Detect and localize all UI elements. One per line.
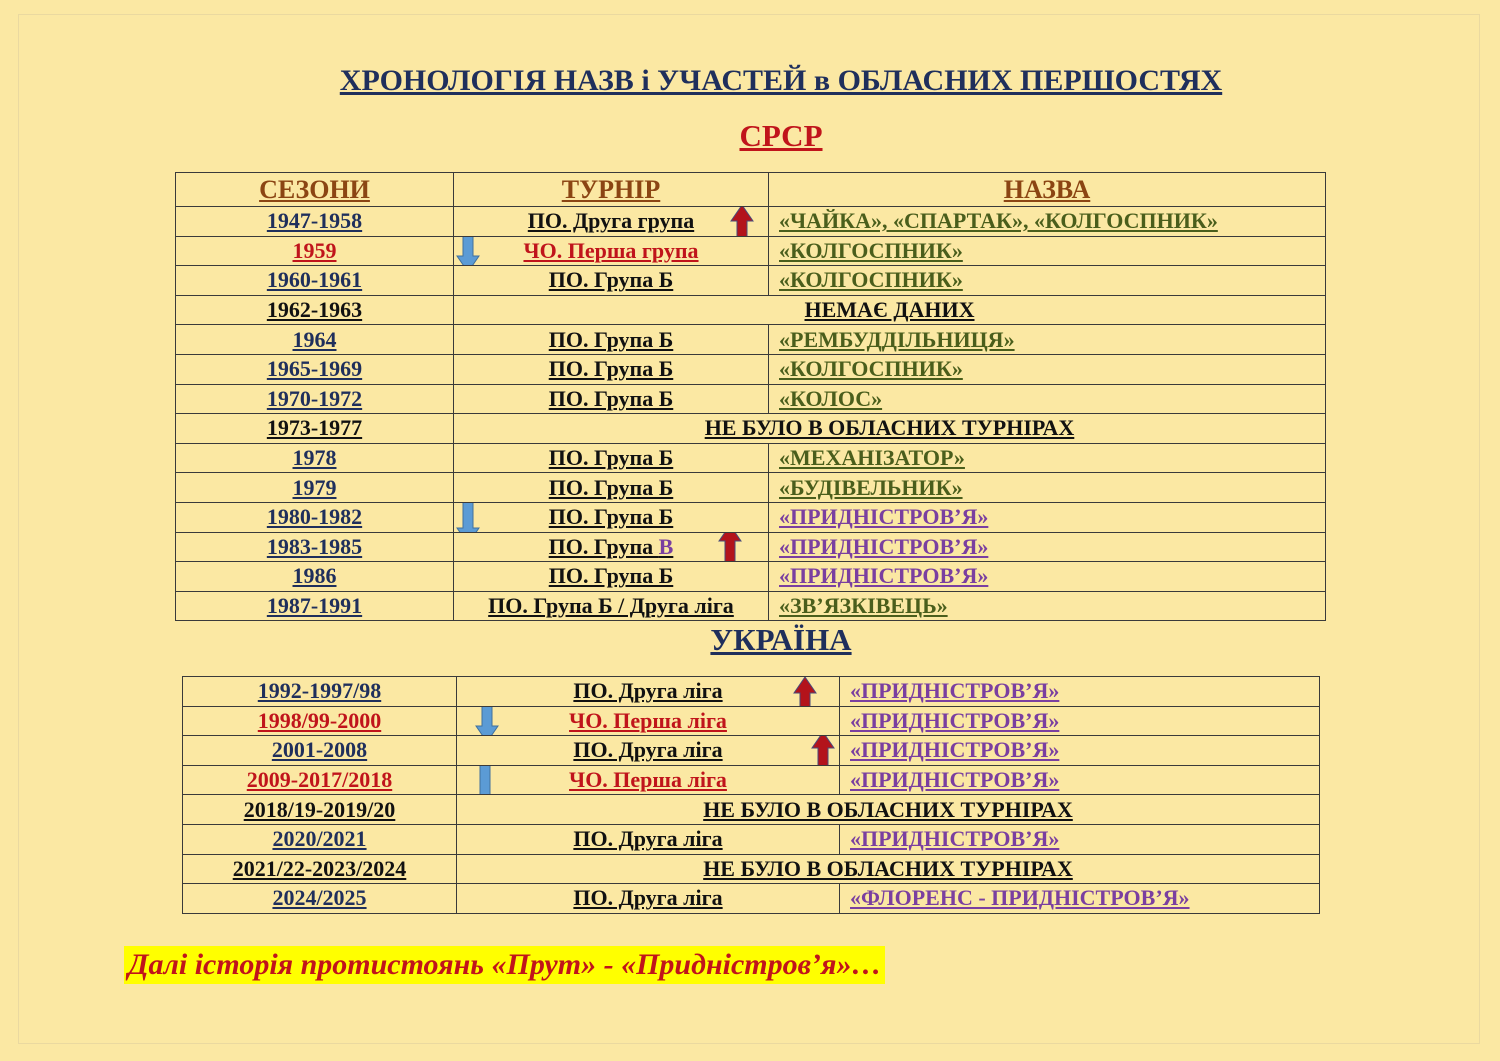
tournament-cell: ПО. Група Б	[454, 354, 769, 384]
tournament-label: ПО. Друга ліга	[573, 678, 723, 704]
table-row	[176, 325, 1326, 355]
season-cell: 2020/2021	[183, 824, 457, 854]
tournament-cell: ПО. Група Б	[454, 562, 769, 592]
arrow-up-icon	[718, 532, 742, 562]
table-row	[176, 354, 1326, 384]
section-title-ukraine: УКРАЇНА	[710, 622, 852, 657]
name-cell: «РЕМБУДДІЛЬНИЦЯ»	[769, 325, 1326, 355]
column-header-seasons: СЕЗОНИ	[176, 173, 454, 207]
season-cell: 1987-1991	[176, 591, 454, 621]
ussr-table	[175, 172, 1326, 621]
tournament-cell	[454, 502, 769, 532]
tournament-label: ЧО. Перша ліга	[569, 707, 727, 733]
name-cell: «ПРИДНІСТРОВ’Я»	[840, 706, 1320, 736]
tournament-cell: ПО. Група Б	[454, 325, 769, 355]
name-cell: «ПРИДНІСТРОВ’Я»	[840, 824, 1320, 854]
tournament-cell	[454, 532, 769, 562]
name-cell: «ПРИДНІСТРОВ’Я»	[769, 562, 1326, 592]
table-row	[176, 591, 1326, 621]
table-row	[183, 884, 1320, 914]
table-row	[183, 824, 1320, 854]
season-cell: 1970-1972	[176, 384, 454, 414]
name-cell: «ПРИДНІСТРОВ’Я»	[840, 677, 1320, 707]
table-row	[183, 736, 1320, 766]
table-row	[183, 706, 1320, 736]
season-cell: 1965-1969	[176, 354, 454, 384]
season-cell: 1979	[176, 473, 454, 503]
table-row	[176, 295, 1326, 325]
arrow-up-icon	[730, 207, 754, 237]
season-cell: 2021/22-2023/2024	[183, 854, 457, 884]
table-row	[176, 532, 1326, 562]
name-cell: «ФЛОРЕНС - ПРИДНІСТРОВ’Я»	[840, 884, 1320, 914]
season-cell: 2001-2008	[183, 736, 457, 766]
tournament-label: ПО. Друга група	[527, 208, 695, 234]
table-header-row	[176, 173, 1326, 207]
tournament-cell: ПО. Група Б	[454, 443, 769, 473]
table-row	[176, 236, 1326, 266]
table-row	[176, 266, 1326, 296]
name-cell: «ПРИДНІСТРОВ’Я»	[840, 736, 1320, 766]
arrow-down-icon	[475, 706, 499, 736]
name-cell: «ПРИДНІСТРОВ’Я»	[840, 765, 1320, 795]
tournament-cell: ПО. Група Б	[454, 384, 769, 414]
merged-cell: НЕ БУЛО В ОБЛАСНИХ ТУРНІРАХ	[454, 414, 1326, 444]
season-cell: 2018/19-2019/20	[183, 795, 457, 825]
tournament-label: ПО. Група Б	[548, 504, 674, 530]
name-cell: «КОЛГОСПНИК»	[769, 236, 1326, 266]
tournament-label: ЧО. Перша ліга	[569, 767, 727, 793]
table-row	[183, 765, 1320, 795]
tournament-cell	[454, 207, 769, 237]
name-cell: «ЧАЙКА», «СПАРТАК», «КОЛГОСПНИК»	[769, 207, 1326, 237]
season-cell: 1998/99-2000	[183, 706, 457, 736]
merged-cell: НЕ БУЛО В ОБЛАСНИХ ТУРНІРАХ	[457, 854, 1320, 884]
arrow-down-icon	[456, 236, 480, 266]
season-cell: 1973-1977	[176, 414, 454, 444]
tournament-cell	[454, 236, 769, 266]
season-cell: 1986	[176, 562, 454, 592]
season-cell: 1992-1997/98	[183, 677, 457, 707]
name-cell: «ПРИДНІСТРОВ’Я»	[769, 502, 1326, 532]
name-cell: «БУДІВЕЛЬНИК»	[769, 473, 1326, 503]
table-row	[176, 473, 1326, 503]
season-cell: 1962-1963	[176, 295, 454, 325]
table-row	[176, 502, 1326, 532]
name-cell: «КОЛГОСПНИК»	[769, 266, 1326, 296]
table-row	[176, 384, 1326, 414]
merged-cell: НЕ БУЛО В ОБЛАСНИХ ТУРНІРАХ	[457, 795, 1320, 825]
merged-cell: НЕМАЄ ДАНИХ	[454, 295, 1326, 325]
season-cell: 1980-1982	[176, 502, 454, 532]
tournament-cell: ПО. Друга ліга	[457, 884, 840, 914]
name-cell: «МЕХАНІЗАТОР»	[769, 443, 1326, 473]
tournament-label: ЧО. Перша група	[523, 237, 699, 263]
tournament-cell: ПО. Друга ліга	[457, 824, 840, 854]
section-title-ussr: СРСР	[739, 118, 823, 153]
name-cell: «ЗВ’ЯЗКІВЕЦЬ»	[769, 591, 1326, 621]
arrow-down-icon	[473, 765, 497, 795]
table-row	[176, 207, 1326, 237]
tournament-cell	[457, 736, 840, 766]
tournament-label: ПО. Група	[548, 533, 659, 559]
tournament-cell: ПО. Група Б	[454, 266, 769, 296]
table-row	[176, 443, 1326, 473]
name-cell: «ПРИДНІСТРОВ’Я»	[769, 532, 1326, 562]
column-header-tournament: ТУРНІР	[454, 173, 769, 207]
season-cell: 2009-2017/2018	[183, 765, 457, 795]
season-cell: 1960-1961	[176, 266, 454, 296]
tournament-cell: ПО. Група Б / Друга ліга	[454, 591, 769, 621]
table-row	[183, 677, 1320, 707]
table-row	[183, 854, 1320, 884]
footer-note: Далі історія протистоянь «Прут» - «Придністров’я»…	[124, 946, 885, 984]
tournament-cell	[457, 677, 840, 707]
ukraine-table	[182, 676, 1320, 914]
table-row	[176, 562, 1326, 592]
arrow-up-icon	[793, 677, 817, 707]
tournament-cell	[457, 706, 840, 736]
arrow-up-icon	[811, 736, 835, 766]
season-cell: 1947-1958	[176, 207, 454, 237]
season-cell: 1983-1985	[176, 532, 454, 562]
table-row	[176, 414, 1326, 444]
season-cell: 1978	[176, 443, 454, 473]
season-cell: 1959	[176, 236, 454, 266]
tournament-cell: ПО. Група Б	[454, 473, 769, 503]
season-cell: 1964	[176, 325, 454, 355]
name-cell: «КОЛОС»	[769, 384, 1326, 414]
page-title: ХРОНОЛОГІЯ НАЗВ і УЧАСТЕЙ в ОБЛАСНИХ ПЕРШОСТЯХ	[339, 64, 1223, 97]
tournament-cell	[457, 765, 840, 795]
tournament-label: ПО. Друга ліга	[573, 737, 723, 763]
column-header-name: НАЗВА	[769, 173, 1326, 207]
tournament-letter: В	[658, 533, 674, 559]
name-cell: «КОЛГОСПНИК»	[769, 354, 1326, 384]
season-cell: 2024/2025	[183, 884, 457, 914]
table-row	[183, 795, 1320, 825]
arrow-down-icon	[456, 502, 480, 532]
